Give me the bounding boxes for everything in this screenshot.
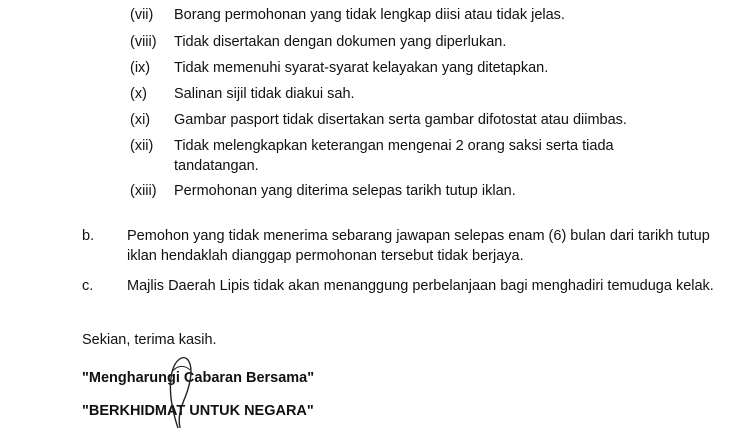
item-text: Majlis Daerah Lipis tidak akan menanggung perbelanjaan bagi menghadiri temuduga kelak.: [127, 278, 714, 294]
closing-thanks: Sekian, terima kasih.: [82, 332, 217, 348]
signature-icon: [138, 340, 228, 430]
item-number: (ix): [130, 60, 151, 76]
item-text: Tidak disertakan dengan dokumen yang diperlukan.: [174, 34, 507, 50]
motto-line: "BERKHIDMAT UNTUK NEGARA": [82, 403, 314, 419]
motto-line: "Mengharungi Cabaran Bersama": [82, 370, 315, 386]
item-text: Pemohon yang tidak menerima sebarang jawapan selepas enam (6) bulan dari tarikh tutup iklan hendaklah dianggap permohonan tersebut tidak berjaya.: [127, 228, 710, 264]
item-text: Salinan sijil tidak diakui sah.: [174, 86, 355, 102]
item-text: Borang permohonan yang tidak lengkap diisi atau tidak jelas.: [174, 7, 565, 23]
item-text: Tidak memenuhi syarat-syarat kelayakan yang ditetapkan.: [174, 60, 549, 76]
item-number: (xii): [130, 138, 154, 154]
item-number: (xiii): [130, 183, 157, 199]
item-text: Tidak melengkapkan keterangan mengenai 2 orang saksi serta tiada tandatangan.: [174, 138, 614, 174]
item-number: (vii): [130, 7, 154, 23]
item-letter: b.: [82, 228, 95, 244]
item-text: Gambar pasport tidak disertakan serta gambar difotostat atau diimbas.: [174, 112, 627, 128]
item-number: (xi): [130, 112, 151, 128]
item-text: Permohonan yang diterima selepas tarikh tutup iklan.: [174, 183, 516, 199]
item-number: (viii): [130, 34, 157, 50]
item-number: (x): [130, 86, 147, 102]
item-letter: c.: [82, 278, 94, 294]
